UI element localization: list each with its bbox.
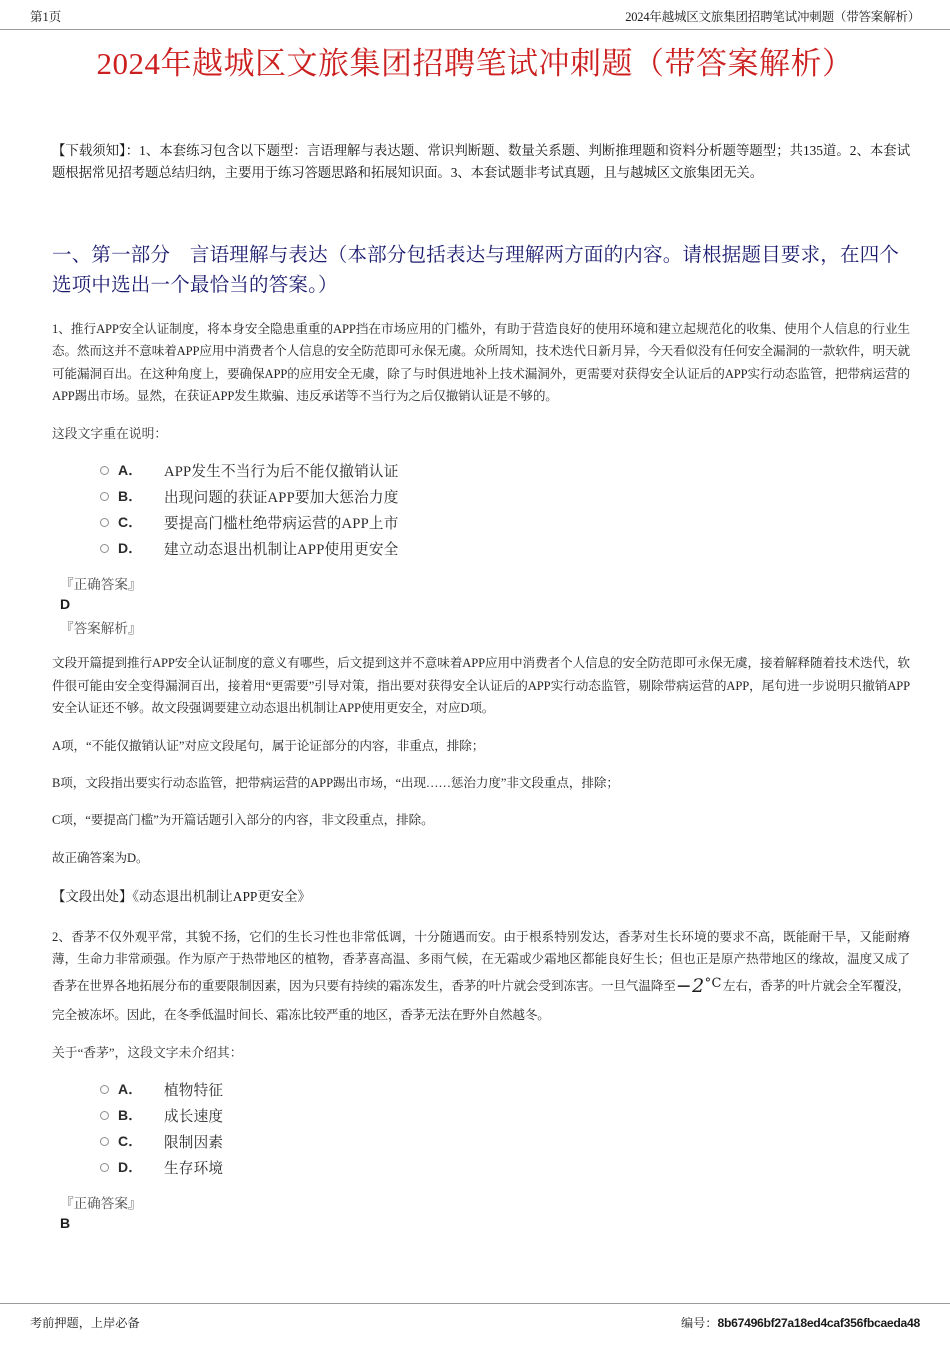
correct-answer-label: 『正确答案』 — [60, 1196, 142, 1212]
question-block-1 — [52, 318, 910, 908]
document-title: 2024年越城区文旅集团招聘笔试冲刺题（带答案解析） — [96, 46, 854, 81]
correct-answer-value: B — [60, 1215, 71, 1232]
correct-answer-value: D — [60, 595, 71, 612]
formula-unit: °C — [704, 976, 722, 992]
options-list — [52, 1076, 910, 1180]
option-letter: C． — [118, 514, 143, 531]
analysis-paragraph: 文段开篇提到推行APP安全认证制度的意义有哪些，后文提到这并不意味着APP应用中消费者个人信息的安全防范即可永保无虞，接着解释随着技术迭代，软件很可能由安全变得漏洞百出，接着用“更需要”引导对策，指出要对获得安全认证后的APP实行动态监管，剔除带病运营的APP，尾句进一步说明只撤销APP安全认证还不够。故文段强调要建立动态退出机制让APP使用更安全，对应D项。 — [52, 656, 910, 716]
option-row-c[interactable] — [100, 509, 910, 535]
source-citation — [52, 886, 910, 907]
option-row-b[interactable] — [100, 1102, 910, 1128]
option-letter: B． — [118, 488, 143, 505]
option-letter: D． — [118, 1159, 143, 1176]
option-letter: B． — [118, 1107, 143, 1124]
option-text: 要提高门槛杜绝带病运营的APP上市 — [164, 515, 399, 532]
option-row-a[interactable] — [100, 1076, 910, 1102]
radio-button-icon[interactable] — [100, 544, 109, 553]
download-notice: 【下载须知】：1、本套练习包含以下题型：言语理解与表达题、常识判断题、数量关系题、判断推理题和资料分析题等题型；共135道。2、本套试题根据常见招考题总结归纳，主要用于练习答题思路和拓展知识面。3、本套试题非考试真题，且与越城区文旅集团无关。 — [52, 143, 910, 180]
question-stem: 1、推行APP安全认证制度，将本身安全隐患重重的APP挡在市场应用的门槛外，有助于营造良好的使用环境和建立起规范化的收集、使用个人信息的行业生态。然而这并不意味着APP应用中消费者个人信息的安全防范即可永保无虞。众所周知，技术迭代日新月异，今天看似没有任何安全漏洞的一款软件，明天就可能漏洞百出。在这种角度上，要确保APP的应用安全无虞，除了与时俱进地补上技术漏洞外，更需要对获得安全认证后的APP实行动态监管，把带病运营的APP踢出市场。显然，在获证APP发生欺骗、违反承诺等不当行为之后仅撤销认证是不够的。 — [52, 321, 910, 404]
option-row-b[interactable] — [100, 483, 910, 509]
formula-sign: − — [675, 975, 693, 998]
option-row-c[interactable] — [100, 1128, 910, 1154]
option-text: 生存环境 — [164, 1160, 224, 1177]
option-row-a[interactable] — [100, 457, 910, 483]
radio-button-icon[interactable] — [100, 518, 109, 527]
option-text: 植物特征 — [164, 1082, 224, 1099]
footer-slogan: 考前押题，上岸必备 — [30, 1316, 140, 1330]
page-footer — [0, 1303, 950, 1345]
option-text: 出现问题的获证APP要加大惩治力度 — [164, 489, 399, 506]
analysis-item-a: A项，“不能仅撤销认证”对应文段尾句，属于论证部分的内容，非重点，排除； — [52, 738, 485, 753]
radio-button-icon[interactable] — [100, 1111, 109, 1120]
option-row-d[interactable] — [100, 535, 910, 561]
serial-label: 编号： — [680, 1316, 718, 1330]
radio-button-icon[interactable] — [100, 466, 109, 475]
question-stem — [52, 926, 910, 1027]
option-text: 成长速度 — [164, 1108, 224, 1125]
radio-button-icon[interactable] — [100, 1163, 109, 1172]
source-title: 《动态退出机制让APP更安全》 — [132, 889, 311, 905]
radio-button-icon[interactable] — [100, 492, 109, 501]
option-letter: A． — [118, 462, 143, 479]
source-label: 【文段出处】 — [52, 889, 133, 905]
header-running-title: 2024年越城区文旅集团招聘笔试冲刺题（带答案解析） — [625, 10, 920, 24]
question-stem-part-2: 左右，香茅的叶片就会全军覆没，完全被冻坏。因此，在冬季低温时间长、霜冻比较严重的地区，香茅无法在野外自然越冬。 — [52, 979, 910, 1023]
question-block-2 — [52, 926, 910, 1234]
option-row-d[interactable] — [100, 1154, 910, 1180]
analysis-label: 『答案解析』 — [60, 620, 142, 636]
option-text: 限制因素 — [164, 1134, 224, 1151]
option-letter: A． — [118, 1081, 143, 1098]
correct-answer-label: 『正确答案』 — [60, 577, 142, 593]
analysis-conclusion: 故正确答案为D。 — [52, 850, 149, 865]
option-text: APP发生不当行为后不能仅撤销认证 — [164, 463, 399, 480]
options-list — [52, 457, 910, 561]
option-letter: D． — [118, 540, 143, 557]
footer-serial — [681, 1314, 920, 1331]
temperature-formula — [676, 975, 723, 997]
analysis-item-b: B项，文段指出要实行动态监管，把带病运营的APP踢出市场，“出现……惩治力度”非文段重点，排除； — [52, 775, 619, 790]
question-prompt: 关于“香茅”，这段文字未介绍其： — [52, 1045, 243, 1060]
question-stem-part-1: 2、香茅不仅外观平常，其貌不扬，它们的生长习性也非常低调，十分随遇而安。由于根系特别发达，香茅对生长环境的要求不高，既能耐干旱，又能耐瘠薄，生命力非常顽强。作为原产于热带地区的植物，香茅喜高温、多雨气候，在无霜或少霜地区都能良好生长；但也正是原产热带地区的缘故，温度又成了香茅在世界各地拓展分布的重要限制因素，因为只要有持续的霜冻发生，香茅的叶片就会受到冻害。一旦气温降至 — [52, 929, 910, 994]
header-page-number: 第1页 — [30, 10, 62, 24]
document-content — [52, 140, 910, 1234]
question-prompt: 这段文字重在说明： — [52, 426, 168, 441]
page-header — [0, 0, 950, 30]
formula-number: 2 — [692, 975, 705, 998]
section-heading: 一、第一部分 言语理解与表达（本部分包括表达与理解两方面的内容。请根据题目要求，在四个选项中选出一个最恰当的答案。） — [52, 245, 900, 296]
radio-button-icon[interactable] — [100, 1137, 109, 1146]
radio-button-icon[interactable] — [100, 1085, 109, 1094]
analysis-item-c: C项，“要提高门槛”为开篇话题引入部分的内容，非文段重点，排除。 — [52, 813, 434, 828]
serial-code: 8b67496bf27a18ed4caf356fbcaeda48 — [717, 1316, 920, 1330]
option-letter: C． — [118, 1133, 143, 1150]
option-text: 建立动态退出机制让APP使用更安全 — [164, 541, 399, 558]
